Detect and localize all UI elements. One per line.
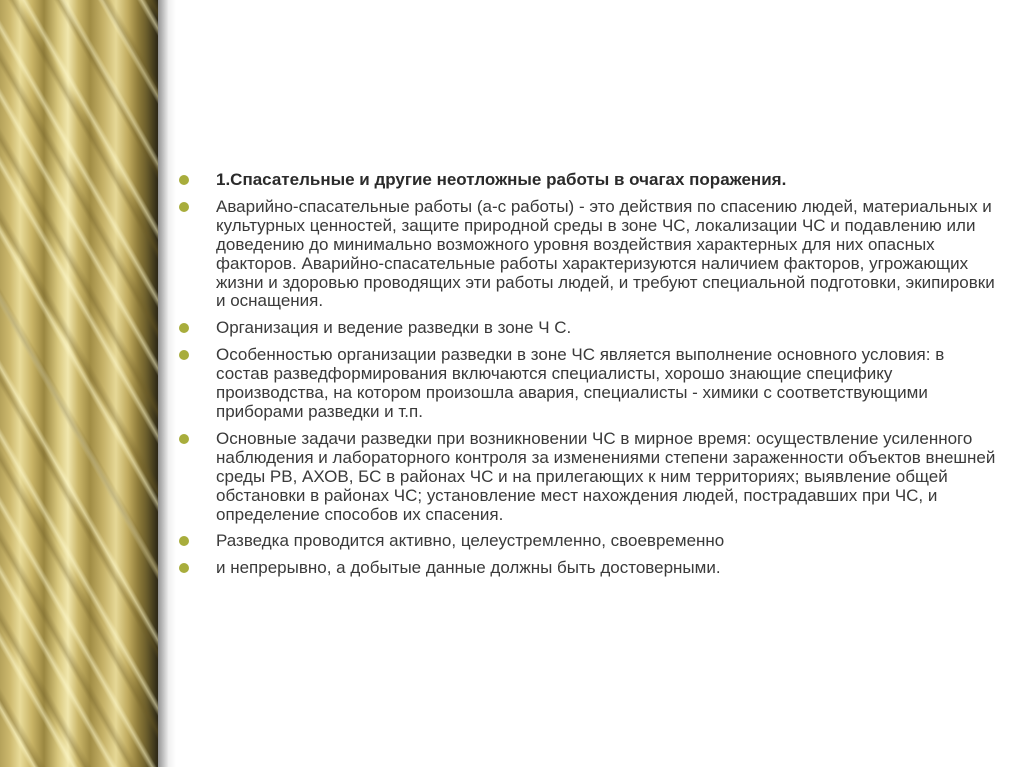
- list-item-text: Аварийно-спасательные работы (а-с работы) - это действия по спасению людей, материальных и культурных ценностей, защите природной среды в зоне ЧС, локализации ЧС и подавлению или доведению до минимально возможного уровня воздействия характерных для них опасных факторов. Аварийно-спасательные работы характеризуются наличием факторов, угрожающих жизни и здоровью проводящих эти работы людей, и требуют специальной подготовки, экипировки и оснащения.: [216, 196, 995, 311]
- list-item-text: Разведка проводится активно, целеустремленно, своевременно: [216, 531, 725, 551]
- list-item-text: и непрерывно, а добытые данные должны быть достоверными.: [216, 558, 721, 578]
- decorative-gold-border: [0, 0, 158, 767]
- bullet-icon: [179, 563, 189, 573]
- bullet-list: [178, 171, 998, 578]
- bullet-icon: [179, 175, 189, 185]
- list-item: [178, 198, 998, 311]
- slide-content: [178, 171, 998, 586]
- border-shadow: [158, 0, 176, 767]
- list-item: [178, 319, 998, 338]
- list-item-text: Особенностью организации разведки в зоне ЧС является выполнение основного условия: в состав разведформирования включаются специалисты, хорошо знающие специфику производства, на котором произошла авария, специалисты - химики с соответствующими приборами разведки и т.п.: [216, 345, 945, 421]
- bullet-icon: [179, 536, 189, 546]
- list-item: [178, 559, 998, 578]
- bullet-icon: [179, 323, 189, 333]
- list-item: [178, 532, 998, 551]
- bullet-icon: [179, 202, 189, 212]
- bullet-icon: [179, 434, 189, 444]
- list-item-text: Основные задачи разведки при возникновении ЧС в мирное время: осуществление усиленного наблюдения и лабораторного контроля за изменениями степени зараженности объектов внешней среды РВ, АХОВ, БС в районах ЧС и на прилегающих к ним территориях; выявление общей обстановки в районах ЧС; установление мест нахождения людей, пострадавших при ЧС, и определение способов их спасения.: [216, 428, 996, 524]
- list-item: [178, 346, 998, 422]
- list-item-text: Организация и ведение разведки в зоне Ч С.: [216, 318, 572, 338]
- list-item: [178, 430, 998, 525]
- list-item-text: 1.Спасательные и другие неотложные работы в очагах поражения.: [216, 170, 787, 189]
- bullet-icon: [179, 350, 189, 360]
- list-item-heading: [178, 171, 998, 190]
